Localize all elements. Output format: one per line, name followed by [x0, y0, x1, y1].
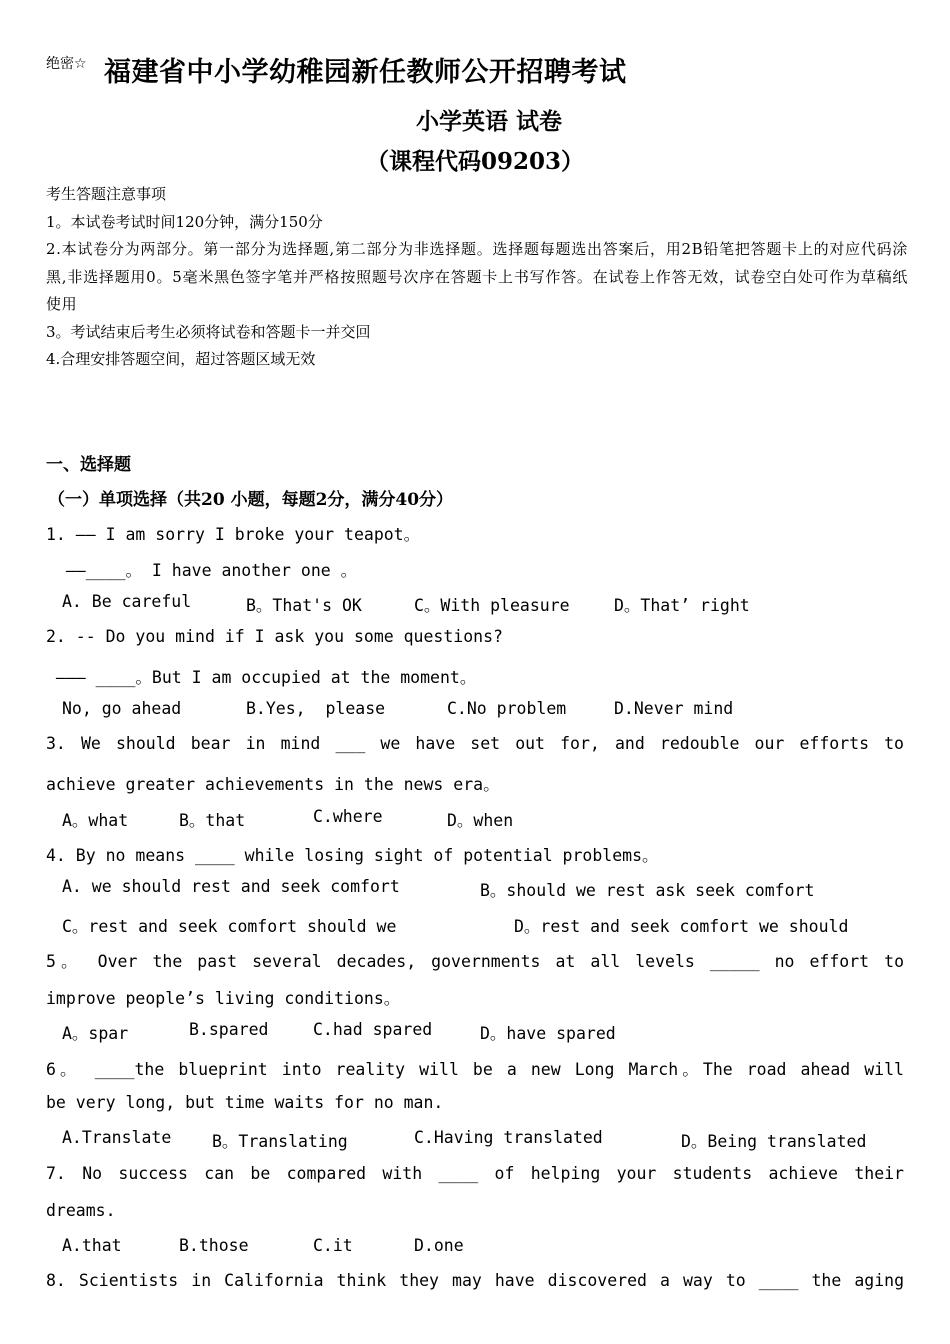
section-title: 一、选择题 [46, 455, 131, 475]
option-b: B.those [179, 1236, 249, 1255]
notice-item: 2.本试卷分为两部分。第一部分为选择题,第二部分为非选择题。选择题每题选出答案后，用2B铅笔把答题卡上的对应代码涂黑,非选择题用0。5毫米黑色签字笔并严格按照题号次序在答题卡上书写作答。在试卷上作答无效，试卷空白处可作为草稿纸使用 [46, 240, 908, 313]
option-d: D。when [447, 811, 514, 830]
option-a: A。spar [62, 1024, 129, 1043]
exam-title: 福建省中小学幼稚园新任教师公开招聘考试 [104, 57, 627, 88]
option-c: C.where [313, 807, 383, 826]
option-a: No, go ahead [62, 699, 182, 718]
question-5-line2: improve people’s living conditions。 [46, 989, 401, 1008]
section-subtitle: （一）单项选择（共20 小题，每题2分，满分40分） [48, 490, 454, 510]
notice-title: 考生答题注意事项 [46, 185, 167, 203]
question-1-line2: ——____。 I have another one 。 [46, 561, 358, 580]
secret-mark: 绝密☆ [46, 56, 87, 72]
option-b: B。Translating [212, 1132, 348, 1151]
option-d: D。rest and seek comfort we should [514, 917, 849, 936]
notice-item: 4.合理安排答题空间，超过答题区域无效 [46, 350, 316, 368]
option-b: B。that [179, 811, 246, 830]
notice-item: 3。考试结束后考生必须将试卷和答题卡一并交回 [46, 322, 371, 341]
question-8: 8. Scientists in California think they may have discovered a way to ____ the aging [46, 1271, 904, 1290]
question-1: 1. —— I am sorry I broke your teapot。 [46, 525, 421, 544]
question-6: 6。 ____the blueprint into reality will be a new Long March。The road ahead will [46, 1060, 904, 1079]
question-7-line2: dreams. [46, 1201, 116, 1220]
option-d: D.Never mind [614, 699, 734, 718]
option-d: D。Being translated [681, 1132, 867, 1151]
option-c: C.Having translated [414, 1128, 603, 1147]
question-5: 5。 Over the past several decades, governments at all levels _____ no effort to [46, 952, 904, 971]
question-7: 7. No success can be compared with ____ of helping your students achieve their [46, 1164, 904, 1183]
option-c: C.it [313, 1236, 353, 1255]
notice-item: 1。本试卷考试时间120分钟，满分150分 [46, 212, 323, 231]
option-a: A. Be careful [62, 592, 192, 611]
option-a: A. we should rest and seek comfort [62, 877, 400, 896]
option-c: C。rest and seek comfort should we [62, 917, 397, 936]
course-code: （课程代码09203） [365, 148, 585, 175]
option-d: D.one [414, 1236, 464, 1255]
option-d: D。have spared [480, 1024, 616, 1043]
question-6-line2: be very long, but time waits for no man. [46, 1093, 444, 1112]
question-3: 3. We should bear in mind ___ we have set out for, and redouble our efforts to [46, 734, 904, 753]
option-a: A。what [62, 811, 129, 830]
option-b: B.spared [189, 1020, 269, 1039]
option-d: D。That’ right [614, 596, 750, 615]
option-a: A.Translate [62, 1128, 172, 1147]
option-b: B。should we rest ask seek comfort [480, 881, 815, 900]
question-2: 2. -- Do you mind if I ask you some questions? [46, 627, 503, 646]
option-c: C。With pleasure [414, 596, 570, 615]
question-4: 4. By no means ____ while losing sight of potential problems。 [46, 846, 659, 865]
subject-title: 小学英语 试卷 [415, 108, 562, 135]
option-c: C.No problem [447, 699, 567, 718]
notice-block [46, 181, 908, 374]
option-b: B.Yes, please [246, 699, 386, 718]
option-c: C.had spared [313, 1020, 433, 1039]
question-3-line2: achieve greater achievements in the news era。 [46, 775, 500, 794]
option-b: B。That's OK [246, 596, 362, 615]
option-a: A.that [62, 1236, 122, 1255]
question-2-line2: ——— ____。But I am occupied at the moment。 [46, 668, 477, 687]
